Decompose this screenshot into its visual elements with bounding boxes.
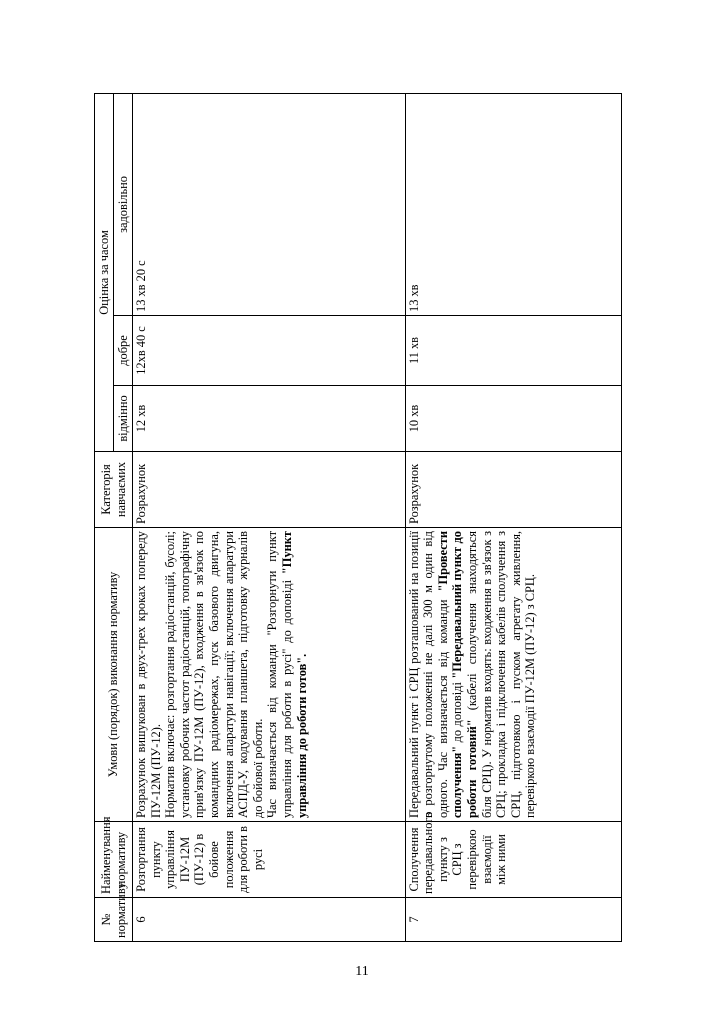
row-grade-good: 12хв 40 с xyxy=(133,316,406,386)
page-number: 11 xyxy=(355,964,369,979)
row-grade-satisfactory: 13 хв 20 с xyxy=(133,93,406,315)
conditions-paragraph: Розрахунок вишукован в двух-трех кроках попереду ПУ-12М (ПУ-12). xyxy=(134,531,163,818)
table-row xyxy=(133,93,406,941)
row-number: 6 xyxy=(133,898,406,942)
row-name: Сполучення передавального пункту з СРЦ з перевіркою взаємодії між ними xyxy=(405,822,621,898)
header-name: Найменування нормативу xyxy=(95,822,133,898)
conditions-bold-text: "Провести сполучення" xyxy=(435,531,465,818)
conditions-bold-text: "Пункт управління до роботи готов". xyxy=(279,531,309,818)
header-excellent: відмінно xyxy=(114,386,133,452)
header-conditions: Умови (порядок) виконання нормативу xyxy=(95,528,133,822)
row-conditions xyxy=(405,528,621,822)
row-name: Розгортання пункту управління ПУ-12М (ПУ-12) в бойове положення для роботи в русі xyxy=(133,822,406,898)
row-category: Розрахунок xyxy=(133,452,406,528)
standards-table xyxy=(94,93,622,942)
conditions-text: до доповіді xyxy=(450,678,465,746)
header-good: добре xyxy=(114,316,133,386)
conditions-paragraph xyxy=(265,531,309,818)
conditions-paragraph: Норматив включає: розгортання радіостанцій, бусолі; установку робочих частот радіостанцій, топографічну прив'язку ПУ-12М (ПУ-12), входження в зв'язок по командних радіомережах, пуск базового двигуна, включення апаратури навігації; включення апаратури АСПД-У, кодування планшета, підготовку журналів до бойової роботи. xyxy=(163,531,265,818)
header-number: № нормативу xyxy=(95,898,133,942)
row-grade-satisfactory: 13 хв xyxy=(405,93,621,315)
rotated-table-container xyxy=(94,94,622,942)
conditions-text: Час визначається від команди "Розгорнути пункт управління для роботи в русі" до доповіді xyxy=(265,531,294,818)
header-category: Категорія навчаємих xyxy=(95,452,133,528)
header-grade-group: Оцінка за часом xyxy=(95,93,114,451)
header-satisfactory: задовільно xyxy=(114,93,133,315)
row-grade-excellent: 10 хв xyxy=(405,386,621,452)
row-grade-good: 11 хв xyxy=(405,316,621,386)
conditions-text: Передавальний пункт і СРЦ розташований на позиції в розгорнутому положенні не далі 300 м один від одного. Час визначається від команди xyxy=(406,531,450,818)
row-grade-excellent: 12 хв xyxy=(133,386,406,452)
table-row xyxy=(405,93,621,941)
row-category: Розрахунок xyxy=(405,452,621,528)
row-conditions xyxy=(133,528,406,822)
row-number: 7 xyxy=(405,898,621,942)
conditions-bold-text: "Передавальний пункт до роботи готовий" xyxy=(450,531,479,818)
conditions-text: (кабелі сполучення знаходяться біля СРЦ). У норматив входять: входження в зв'язок з СРЦ; прокладка і підключення кабелів сполучення з СРЦ, підготовкою і пуском агрегату живлення, перевіркою взаємодії ПУ-12М (ПУ-12) з СРЦ. xyxy=(464,530,538,818)
